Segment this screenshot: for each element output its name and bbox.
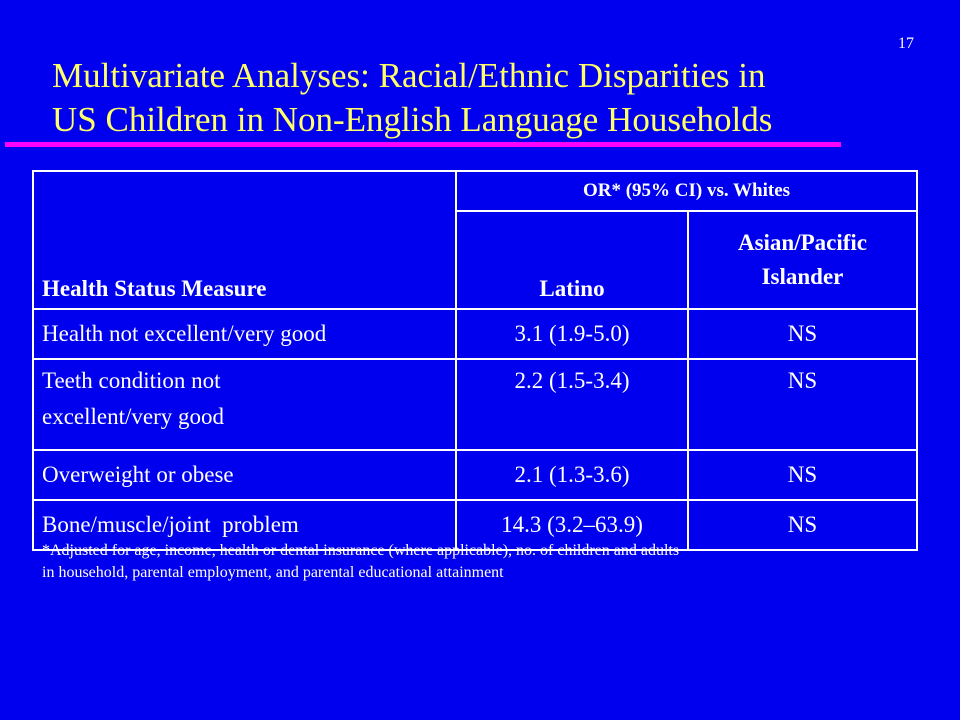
- title-underline: [5, 142, 841, 147]
- header-asian-pacific-islander: [688, 211, 917, 309]
- row-latino-value: 2.2 (1.5-3.4): [456, 359, 688, 450]
- row-latino-value: 14.3 (3.2–63.9): [456, 500, 688, 550]
- header-asian-line-2: Islander: [761, 264, 844, 289]
- table-row: [33, 359, 917, 450]
- table-header-row: [33, 171, 917, 211]
- row-measure: [33, 359, 456, 450]
- row-asian-value: NS: [688, 359, 917, 450]
- header-latino: Latino: [456, 211, 688, 309]
- row-measure: Health not excellent/very good: [33, 309, 456, 359]
- row-measure-line-1: Teeth condition not: [42, 368, 221, 393]
- header-or-group: OR* (95% CI) vs. Whites: [456, 171, 917, 211]
- header-asian-line-1: Asian/Pacific: [737, 230, 868, 255]
- table-row: [33, 309, 917, 359]
- footnote-line-1: *Adjusted for age, income, health or dental insurance (where applicable), no. of children and adults: [42, 542, 680, 559]
- row-measure-line-2: excellent/very good: [42, 404, 225, 429]
- row-measure: Bone/muscle/joint problem: [33, 500, 456, 550]
- slide-title: [52, 54, 912, 142]
- odds-ratio-table: [32, 170, 918, 551]
- slide-number: 17: [898, 35, 914, 52]
- row-measure: Overweight or obese: [33, 450, 456, 500]
- row-asian-value: NS: [688, 500, 917, 550]
- row-latino-value: 2.1 (1.3-3.6): [456, 450, 688, 500]
- row-latino-value: 3.1 (1.9-5.0): [456, 309, 688, 359]
- footnote: [42, 540, 922, 584]
- header-health-status-measure: Health Status Measure: [33, 171, 456, 309]
- table-row: [33, 450, 917, 500]
- footnote-line-2: in household, parental employment, and parental educational attainment: [42, 564, 504, 581]
- row-asian-value: NS: [688, 309, 917, 359]
- slide-title-line-1: Multivariate Analyses: Racial/Ethnic Disparities in: [52, 56, 766, 95]
- slide-title-line-2: US Children in Non-English Language Households: [52, 100, 773, 139]
- row-asian-value: NS: [688, 450, 917, 500]
